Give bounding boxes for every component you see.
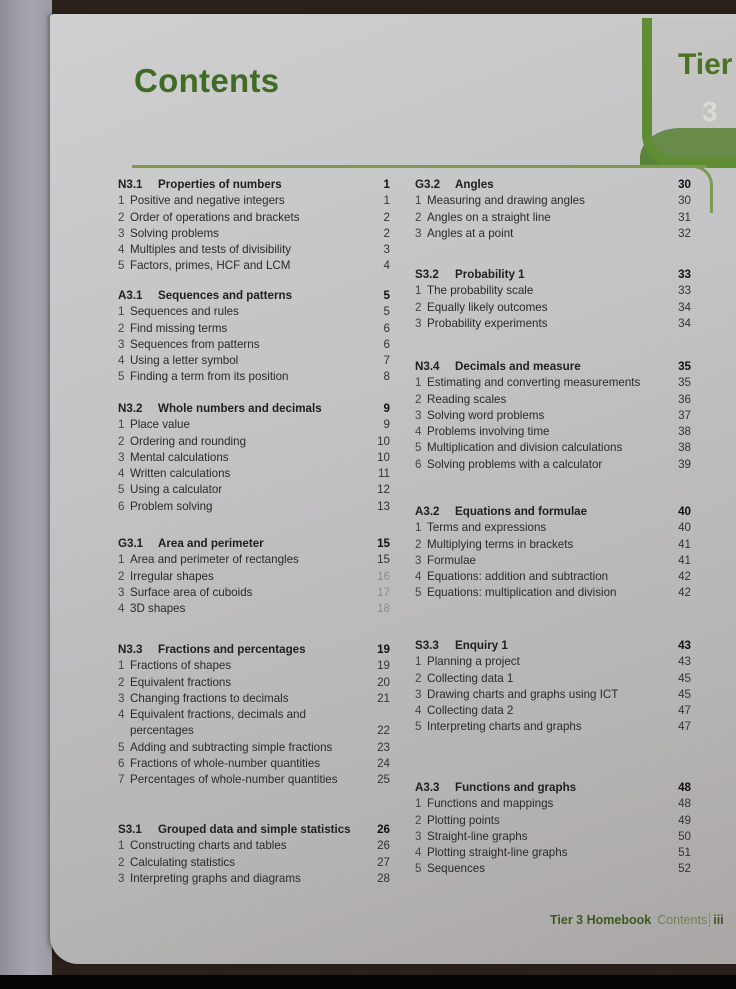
lesson-page: 49 — [678, 813, 691, 827]
lesson-page: 11 — [377, 467, 390, 481]
lesson-item[interactable]: 6 Fractions of whole-number quantities 24 — [118, 756, 390, 772]
lesson-item[interactable]: 4 Problems involving time 38 — [415, 424, 691, 440]
lesson-page: 13 — [377, 499, 390, 513]
lesson-label: Written calculations — [130, 467, 231, 481]
lesson-page: 41 — [678, 537, 691, 551]
lesson-item[interactable]: 3 Formulae 41 — [415, 553, 691, 569]
lesson-label: Multiplying terms in brackets — [427, 537, 574, 551]
unit-page: 35 — [678, 360, 691, 373]
unit-code: S3.2 — [415, 268, 439, 281]
lesson-page: 19 — [377, 659, 390, 673]
unit-N3.3 — [118, 642, 390, 789]
unit-page: 43 — [678, 639, 691, 652]
unit-title: Probability 1 — [455, 268, 525, 281]
unit-heading[interactable] — [415, 177, 691, 193]
lesson-label: Factors, primes, HCF and LCM — [130, 259, 291, 273]
lesson-page: 31 — [678, 210, 691, 224]
lesson-label: Interpreting graphs and diagrams — [130, 871, 301, 885]
lesson-page: 45 — [678, 671, 691, 685]
lesson-item[interactable]: 3 Solving problems 2 — [118, 226, 390, 242]
lesson-page: 9 — [383, 418, 390, 432]
lesson-label: Functions and mappings — [427, 797, 554, 811]
unit-page: 33 — [678, 268, 691, 281]
page-title: Contents — [134, 62, 280, 99]
unit-title: Whole numbers and decimals — [158, 402, 322, 415]
lesson-item[interactable]: 1 Place value 9 — [118, 417, 390, 433]
lesson-item[interactable]: 4 Equivalent fractions, decimals and — [118, 708, 306, 722]
lesson-page: 45 — [678, 687, 691, 701]
lesson-page: 26 — [377, 839, 390, 853]
lesson-item[interactable]: 3 Sequences from patterns 6 — [118, 337, 390, 353]
unit-heading[interactable] — [118, 642, 390, 658]
page-footer — [550, 913, 724, 927]
lesson-item[interactable]: 6 Problem solving 13 — [118, 499, 390, 515]
lesson-page: 10 — [377, 450, 390, 464]
lesson-page: 21 — [377, 691, 390, 705]
unit-S3.3 — [415, 638, 691, 736]
lesson-page: 15 — [377, 553, 390, 567]
unit-heading[interactable] — [415, 359, 691, 375]
lesson-page: 38 — [678, 441, 691, 455]
lesson-item[interactable]: 1 Planning a project 43 — [415, 654, 691, 670]
lesson-item[interactable]: 3 Solving word problems 37 — [415, 408, 691, 424]
unit-heading[interactable] — [415, 267, 691, 283]
lesson-item[interactable]: 4 Plotting straight-line graphs 51 — [415, 845, 691, 861]
tier-tab-word: Tier — [678, 48, 733, 81]
lesson-item[interactable]: 4 Written calculations 11 — [118, 466, 390, 482]
lesson-label: Estimating and converting measurements — [427, 376, 641, 390]
lesson-label: Equations: addition and subtraction — [427, 570, 609, 584]
unit-code: G3.1 — [118, 537, 144, 550]
unit-title: Angles — [455, 178, 494, 191]
lesson-label: percentages — [130, 724, 194, 738]
lesson-item[interactable]: 5 Using a calculator 12 — [118, 482, 390, 498]
lesson-label: Find missing terms — [130, 321, 228, 335]
lesson-label: Plotting straight-line graphs — [427, 846, 568, 860]
lesson-item[interactable]: 2 Plotting points 49 — [415, 813, 691, 829]
lesson-page: 35 — [678, 376, 691, 390]
lesson-item[interactable]: 2 Reading scales 36 — [415, 392, 691, 408]
unit-heading[interactable] — [415, 504, 691, 520]
unit-code: N3.1 — [118, 178, 143, 191]
unit-title: Functions and graphs — [455, 781, 577, 794]
lesson-label: Constructing charts and tables — [130, 839, 287, 853]
lesson-item[interactable]: 2 Order of operations and brackets 2 — [118, 210, 390, 226]
lesson-item[interactable]: 1 Estimating and converting measurements 35 — [415, 375, 691, 391]
lesson-item[interactable]: 1 Terms and expressions 40 — [415, 520, 691, 536]
unit-S3.2 — [415, 267, 691, 332]
lesson-label: Adding and subtracting simple fractions — [130, 740, 333, 754]
lesson-page: 38 — [678, 425, 691, 439]
lesson-item[interactable]: 2 Ordering and rounding 10 — [118, 434, 390, 450]
lesson-item[interactable]: 4 Equations: addition and subtraction 42 — [415, 569, 691, 585]
lesson-page: 42 — [678, 586, 691, 600]
unit-code: A3.2 — [415, 505, 440, 518]
lesson-page: 47 — [678, 704, 691, 718]
lesson-label: Formulae — [427, 553, 476, 567]
lesson-page: 4 — [383, 259, 390, 273]
lesson-label: Mental calculations — [130, 450, 229, 464]
lesson-label: Place value — [130, 418, 190, 432]
lesson-label: Solving problems — [130, 226, 219, 240]
lesson-label: Positive and negative integers — [130, 194, 285, 208]
unit-heading[interactable] — [118, 822, 390, 838]
unit-N3.2 — [118, 401, 390, 515]
lesson-item[interactable]: 3 Interpreting graphs and diagrams 28 — [118, 871, 390, 887]
unit-A3.1 — [118, 288, 390, 386]
unit-page: 15 — [377, 537, 390, 550]
lesson-item[interactable]: 2 Irregular shapes 16 — [118, 569, 390, 585]
lesson-label: Equivalent fractions — [130, 675, 232, 689]
lesson-page: 10 — [377, 434, 390, 448]
lesson-label: Percentages of whole-number quantities — [130, 773, 338, 787]
lesson-page: 6 — [383, 337, 390, 351]
footer-page-number: iii — [709, 913, 723, 927]
lesson-item[interactable]: 2 Find missing terms 6 — [118, 321, 390, 337]
lesson-page: 37 — [678, 408, 691, 422]
lesson-item[interactable]: 1 Functions and mappings 48 — [415, 796, 691, 812]
unit-title: Decimals and measure — [455, 360, 581, 373]
lesson-page: 1 — [383, 194, 390, 208]
lesson-item[interactable]: 2 Angles on a straight line 31 — [415, 210, 691, 226]
lesson-page: 17 — [377, 585, 390, 599]
lesson-page: 16 — [377, 569, 390, 583]
lesson-label: Fractions of shapes — [130, 659, 232, 673]
lesson-label: Order of operations and brackets — [130, 210, 300, 224]
lesson-label: Planning a project — [427, 655, 520, 669]
unit-page: 19 — [377, 643, 390, 656]
lesson-label: Reading scales — [427, 392, 507, 406]
lesson-item[interactable]: 3 Angles at a point 32 — [415, 226, 691, 242]
lesson-label: Sequences from patterns — [130, 337, 260, 351]
lesson-item[interactable]: 3 Drawing charts and graphs using ICT 45 — [415, 687, 691, 703]
lesson-item[interactable]: 5 Finding a term from its position 8 — [118, 369, 390, 385]
lesson-label: Ordering and rounding — [130, 434, 247, 448]
previous-page-edge — [0, 0, 52, 975]
lesson-item[interactable]: 1 Constructing charts and tables 26 — [118, 838, 390, 854]
lesson-page: 34 — [678, 316, 691, 330]
unit-code: A3.3 — [415, 781, 440, 794]
lesson-item[interactable]: 1 Measuring and drawing angles 30 — [415, 193, 691, 209]
lesson-label: Changing fractions to decimals — [130, 691, 289, 705]
lesson-label: Surface area of cuboids — [130, 585, 253, 599]
lesson-page: 30 — [678, 194, 691, 208]
lesson-item[interactable]: 2 Calculating statistics 27 — [118, 855, 390, 871]
lesson-item[interactable]: 1 The probability scale 33 — [415, 283, 691, 299]
unit-code: N3.3 — [118, 643, 143, 656]
lesson-page: 5 — [383, 305, 390, 319]
unit-code: S3.3 — [415, 639, 439, 652]
lesson-item[interactable]: 3 Mental calculations 10 — [118, 450, 390, 466]
lesson-item[interactable]: 2 Multiplying terms in brackets 41 — [415, 537, 691, 553]
lesson-page: 8 — [383, 370, 390, 384]
unit-page: 1 — [383, 178, 390, 191]
lesson-page: 47 — [678, 720, 691, 734]
unit-S3.1 — [118, 822, 390, 887]
unit-code: N3.2 — [118, 402, 143, 415]
lesson-page: 40 — [678, 521, 691, 535]
lesson-label: Collecting data 1 — [427, 671, 514, 685]
lesson-item[interactable]: 7 Percentages of whole-number quantities 25 — [118, 772, 390, 788]
lesson-page: 39 — [678, 457, 691, 471]
lesson-label: Problems involving time — [427, 425, 550, 439]
lesson-item[interactable]: 3 Probability experiments 34 — [415, 316, 691, 332]
lesson-item[interactable]: 4 Collecting data 2 47 — [415, 703, 691, 719]
footer-book-title: Tier 3 Homebook — [550, 913, 652, 927]
lesson-page: 18 — [377, 602, 390, 616]
lesson-label: Fractions of whole-number quantities — [130, 757, 321, 771]
tier-tab-number: 3 — [702, 96, 718, 127]
unit-title: Properties of numbers — [158, 178, 282, 191]
lesson-label: 3D shapes — [130, 602, 186, 616]
lesson-item[interactable]: 1 Positive and negative integers 1 — [118, 193, 390, 209]
lesson-label: Using a letter symbol — [130, 354, 239, 368]
lesson-item[interactable]: 6 Solving problems with a calculator 39 — [415, 457, 691, 473]
unit-title: Area and perimeter — [158, 537, 264, 550]
lesson-label: Equally likely outcomes — [427, 300, 548, 314]
lesson-label: Finding a term from its position — [130, 370, 289, 384]
lesson-label: Problem solving — [130, 499, 213, 513]
lesson-item[interactable]: 1 Area and perimeter of rectangles 15 — [118, 552, 390, 568]
lesson-page: 34 — [678, 300, 691, 314]
lesson-page: 33 — [678, 284, 691, 298]
unit-code: S3.1 — [118, 823, 142, 836]
lesson-label: Sequences — [427, 862, 486, 876]
lesson-item[interactable]: 4 Using a letter symbol 7 — [118, 353, 390, 369]
tier-tab — [642, 18, 736, 168]
unit-page: 5 — [383, 289, 390, 302]
lesson-item[interactable]: 2 Equivalent fractions 20 — [118, 675, 390, 691]
unit-heading[interactable] — [118, 177, 390, 193]
unit-heading[interactable] — [118, 536, 390, 552]
lesson-page: 51 — [678, 846, 691, 860]
lesson-item[interactable]: 5 Factors, primes, HCF and LCM 4 — [118, 258, 390, 274]
lesson-label: Angles on a straight line — [427, 210, 551, 224]
lesson-label: Multiples and tests of divisibility — [130, 243, 292, 257]
unit-page: 30 — [678, 178, 691, 191]
lesson-page: 27 — [377, 855, 390, 869]
unit-heading[interactable] — [415, 638, 691, 654]
lesson-label: Angles at a point — [427, 226, 514, 240]
unit-G3.2 — [415, 177, 691, 242]
unit-code: A3.1 — [118, 289, 143, 302]
lesson-page: 25 — [377, 773, 390, 787]
unit-page: 9 — [383, 402, 390, 415]
unit-N3.1 — [118, 177, 390, 275]
unit-N3.4 — [415, 359, 691, 473]
lesson-label: Drawing charts and graphs using ICT — [427, 687, 619, 701]
lesson-item[interactable]: 4 Multiples and tests of divisibility 3 — [118, 242, 390, 258]
lesson-page: 2 — [383, 210, 390, 224]
lesson-label: Area and perimeter of rectangles — [130, 553, 299, 567]
lesson-page: 28 — [377, 871, 390, 885]
unit-code: N3.4 — [415, 360, 440, 373]
lesson-page: 22 — [377, 724, 390, 738]
unit-G3.1 — [118, 536, 390, 617]
lesson-label: Collecting data 2 — [427, 704, 514, 718]
unit-title: Fractions and percentages — [158, 643, 306, 656]
lesson-label: The probability scale — [427, 284, 534, 298]
lesson-label: Irregular shapes — [130, 569, 214, 583]
unit-title: Enquiry 1 — [455, 639, 508, 652]
lesson-label: Solving problems with a calculator — [427, 457, 603, 471]
lesson-page: 48 — [678, 797, 691, 811]
lesson-page: 2 — [383, 226, 390, 240]
unit-A3.3 — [415, 780, 691, 878]
lesson-item[interactable]: 3 Surface area of cuboids 17 — [118, 585, 390, 601]
lesson-label: Using a calculator — [130, 483, 223, 497]
lesson-label: Plotting points — [427, 813, 500, 827]
lesson-page: 36 — [678, 392, 691, 406]
footer-section: Contents — [657, 913, 708, 927]
lesson-page: 23 — [377, 740, 390, 754]
unit-page: 26 — [377, 823, 390, 836]
lesson-page: 7 — [383, 354, 390, 368]
lesson-label: Interpreting charts and graphs — [427, 720, 582, 734]
lesson-page: 41 — [678, 553, 691, 567]
lesson-item-continuation[interactable] — [118, 723, 390, 739]
lesson-label: Probability experiments — [427, 316, 548, 330]
lesson-item[interactable]: 5 Equations: multiplication and division 42 — [415, 585, 691, 601]
unit-heading[interactable] — [415, 780, 691, 796]
unit-page: 48 — [678, 781, 691, 794]
lesson-page: 12 — [377, 483, 390, 497]
lesson-page: 20 — [377, 675, 390, 689]
unit-heading[interactable] — [118, 401, 390, 417]
unit-title: Sequences and patterns — [158, 289, 293, 302]
lesson-page: 24 — [377, 757, 390, 771]
lesson-item[interactable]: 3 Straight-line graphs 50 — [415, 829, 691, 845]
lesson-item[interactable]: 1 Sequences and rules 5 — [118, 304, 390, 320]
lesson-label: Equations: multiplication and division — [427, 586, 617, 600]
lesson-label: Sequences and rules — [130, 305, 239, 319]
lesson-item[interactable]: 5 Adding and subtracting simple fractions 23 — [118, 740, 390, 756]
lesson-page: 50 — [678, 829, 691, 843]
unit-code: G3.2 — [415, 178, 441, 191]
unit-A3.2 — [415, 504, 691, 602]
unit-heading[interactable] — [118, 288, 390, 304]
lesson-item[interactable]: 2 Equally likely outcomes 34 — [415, 300, 691, 316]
lesson-label: Multiplication and division calculations — [427, 441, 623, 455]
lesson-page: 32 — [678, 226, 691, 240]
lesson-item[interactable]: 2 Collecting data 1 45 — [415, 671, 691, 687]
unit-page: 40 — [678, 505, 691, 518]
lesson-item[interactable]: 5 Sequences 52 — [415, 861, 691, 877]
lesson-item[interactable]: 3 Changing fractions to decimals 21 — [118, 691, 390, 707]
lesson-label: Straight-line graphs — [427, 829, 528, 843]
lesson-item[interactable]: 5 Interpreting charts and graphs 47 — [415, 719, 691, 735]
background-edge — [0, 975, 736, 989]
unit-title: Grouped data and simple statistics — [158, 823, 351, 836]
lesson-label: Calculating statistics — [130, 855, 236, 869]
lesson-page: 43 — [678, 655, 691, 669]
lesson-item[interactable]: 1 Fractions of shapes 19 — [118, 658, 390, 674]
lesson-label: Solving word problems — [427, 408, 545, 422]
lesson-page: 52 — [678, 862, 691, 876]
lesson-label: Measuring and drawing angles — [427, 194, 585, 208]
lesson-page: 42 — [678, 570, 691, 584]
lesson-item[interactable]: 4 3D shapes 18 — [118, 601, 390, 617]
lesson-item[interactable]: 5 Multiplication and division calculations 38 — [415, 440, 691, 456]
unit-title: Equations and formulae — [455, 505, 588, 518]
lesson-page: 6 — [383, 321, 390, 335]
lesson-label: Equivalent fractions, decimals and — [130, 708, 306, 722]
header-rule — [132, 165, 707, 168]
lesson-label: Terms and expressions — [427, 521, 547, 535]
lesson-page: 3 — [383, 243, 390, 257]
